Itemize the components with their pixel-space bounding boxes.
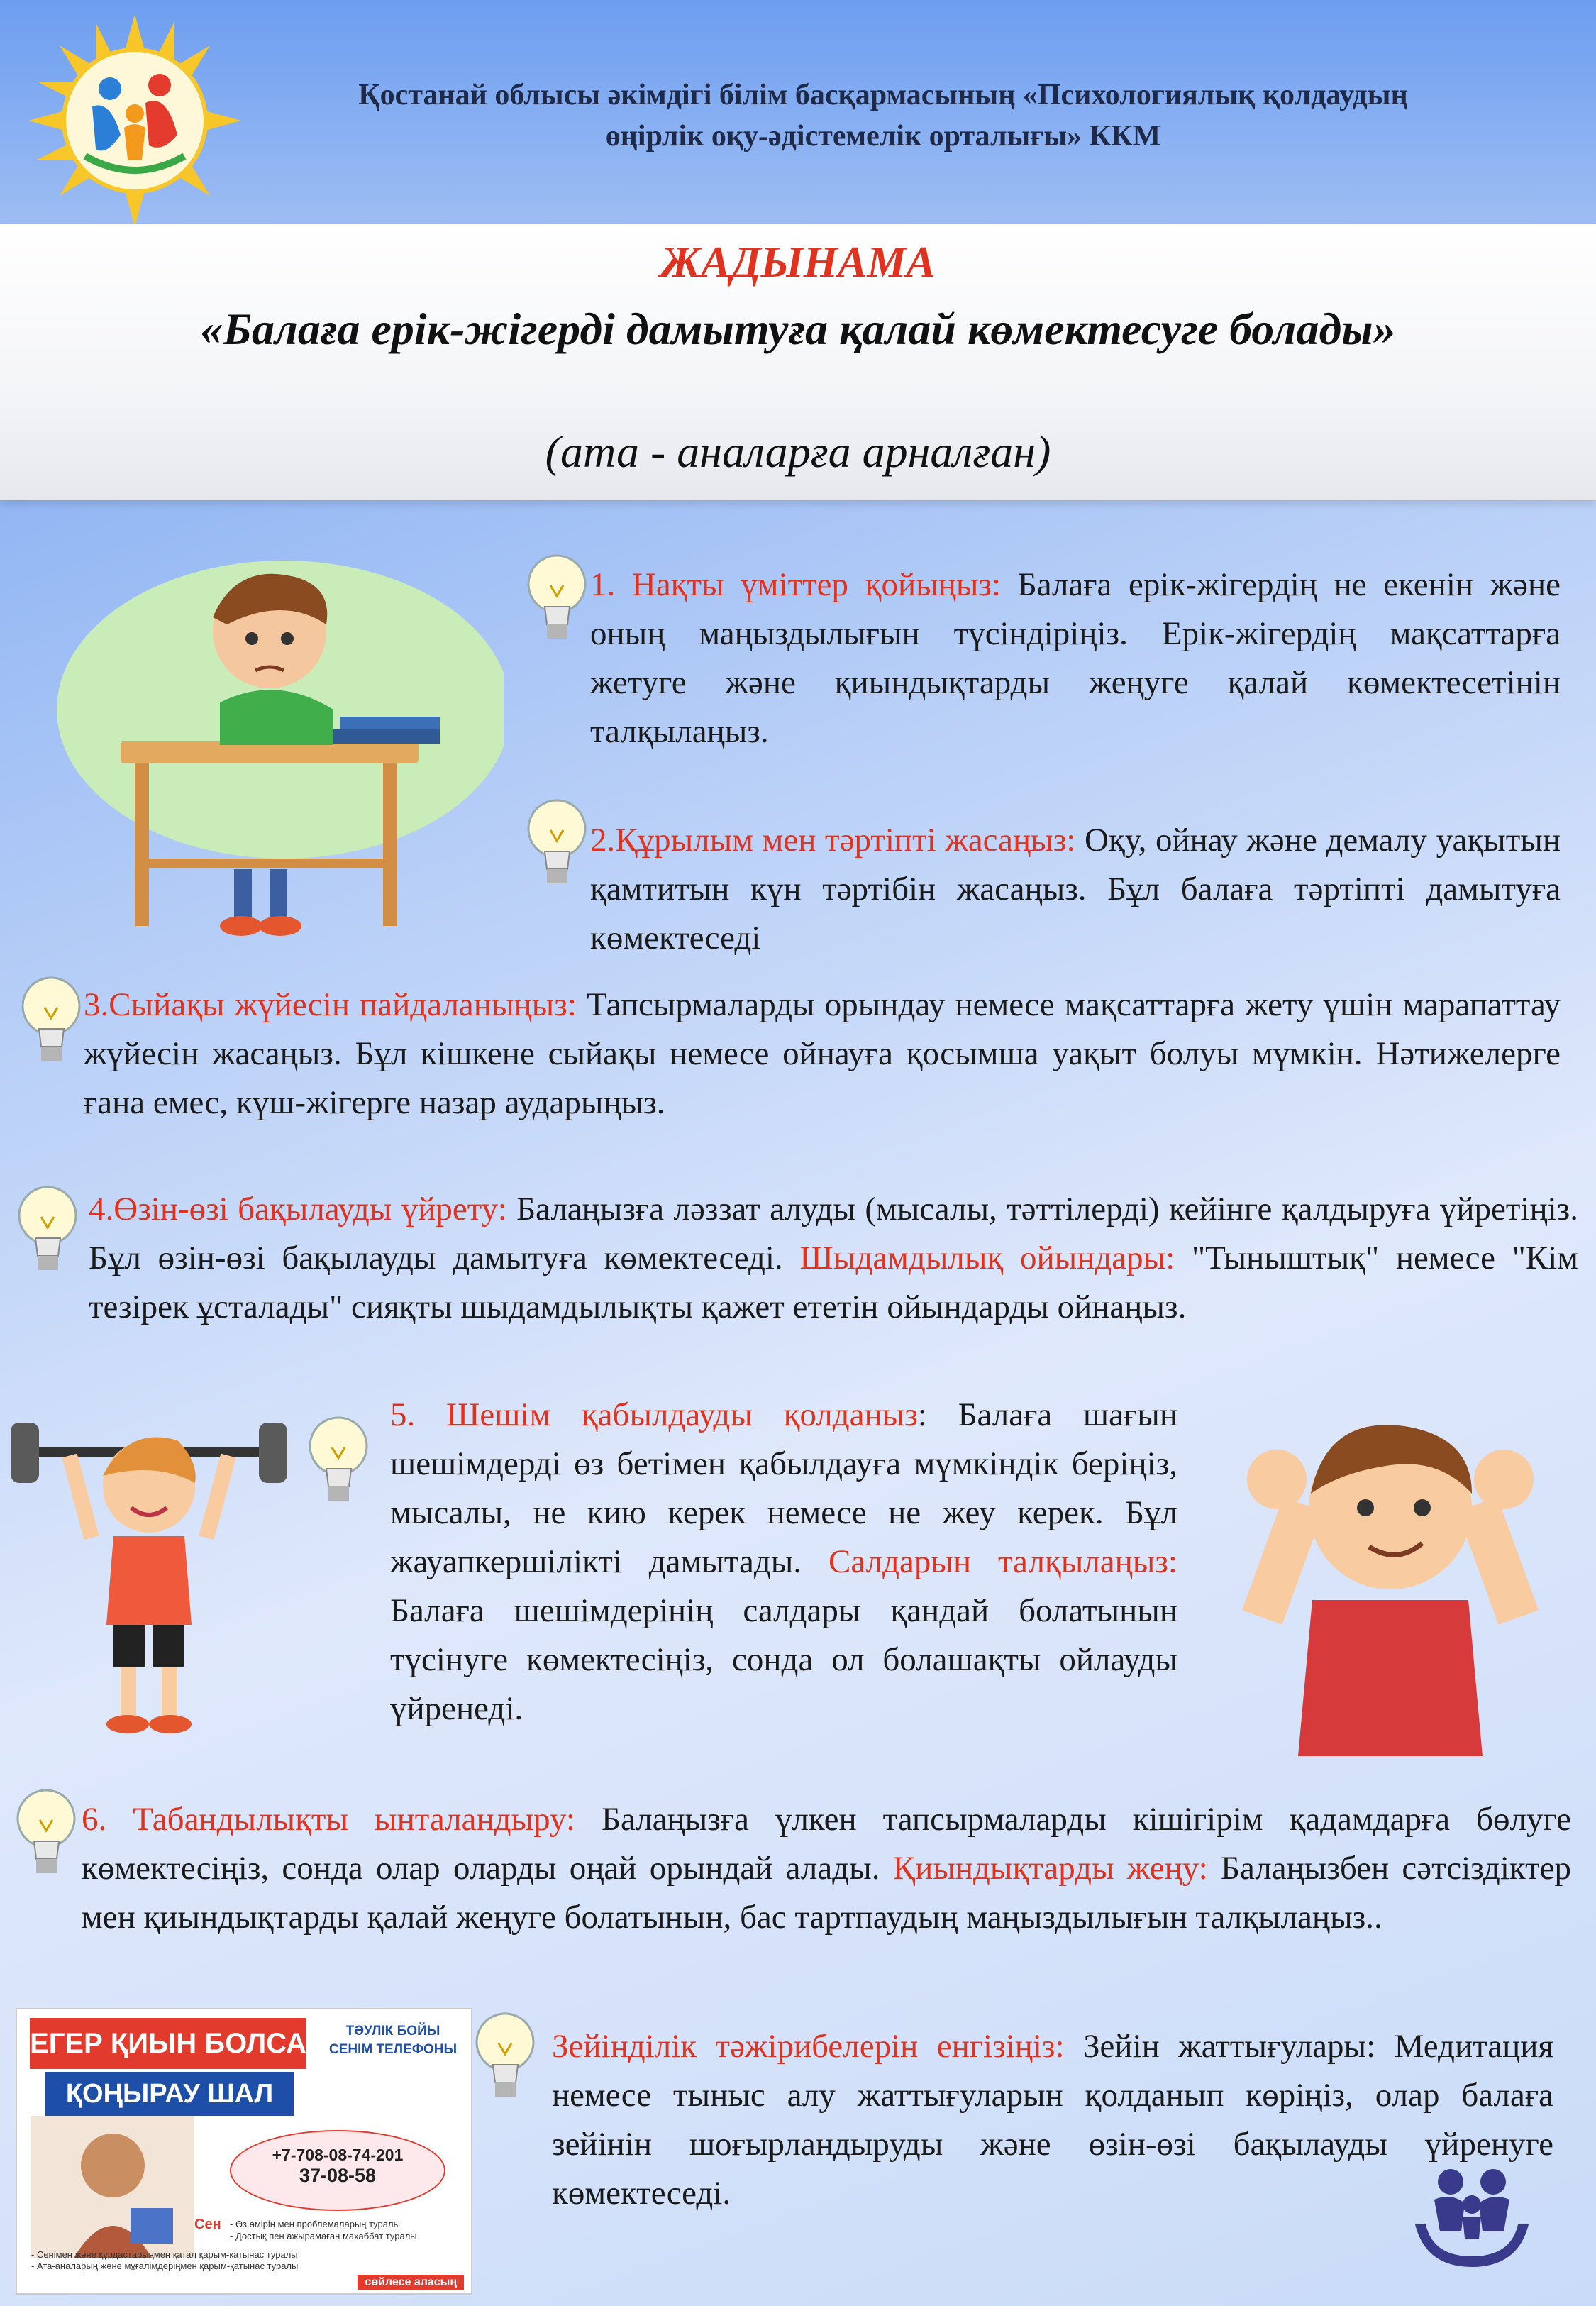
- tip-5-body: Балаға шағын шешімдерді өз бетімен қабылдауға мүмкіндік беріңіз, мысалы, не кию керек немесе не жеу керек. Бұл жауапкершілікті дамытады.: [390, 1396, 1177, 1580]
- tip-5-colon: :: [917, 1396, 927, 1433]
- tip-4-subheading: Шыдамдылық ойындары:: [799, 1240, 1175, 1276]
- tip-4-subbody: "Тыныштық" немесе "Кім тезірек ұсталады" сияқты шыдамдылықты қажет ететін ойындарды ойнаңыз.: [89, 1240, 1578, 1325]
- hotline-phone-2[interactable]: 37-08-58: [299, 2165, 377, 2186]
- sad-child-photo-icon: [31, 2116, 194, 2258]
- hotline-list-2: [31, 2249, 464, 2272]
- hotline-phone-1[interactable]: +7-708-08-74-201: [272, 2146, 404, 2164]
- tip-6-subbody: Балаңызбен сәтсіздіктер мен қиындықтарды қалай жеңуге болатынын, бас тартпаудың маңыздылығын талқылаңыз..: [82, 1850, 1571, 1936]
- tip-2: [590, 816, 1561, 963]
- tip-3-heading: 3.Сыйақы жүйесін пайдаланыңыз:: [84, 986, 577, 1023]
- tip-5: [390, 1391, 1177, 1733]
- memo-label: ЖАДЫНАМА: [660, 238, 936, 287]
- hotline-side-2: СЕНІМ ТЕЛЕФОНЫ: [328, 2042, 458, 2057]
- lightbulb-icon: [13, 1784, 80, 1884]
- phone-bubble: [230, 2130, 445, 2211]
- tip-7: [552, 2022, 1553, 2218]
- organization-name: [234, 75, 1532, 157]
- tip-6: [82, 1795, 1571, 1942]
- hotline-title-1: ЕГЕР ҚИЫН БОЛСА: [30, 2018, 306, 2069]
- bored-boy-at-desk-illustration: [50, 546, 504, 951]
- lightbulb-icon: [14, 1181, 82, 1281]
- hotline-side: [322, 2022, 464, 2059]
- lightbulb-icon: [18, 972, 85, 1071]
- lightbulb-icon: [523, 795, 591, 894]
- tip-6-subheading: Қиындықтарды жеңу:: [892, 1850, 1208, 1887]
- hotline-poster: [16, 2008, 472, 2295]
- tip-6-heading: 6. Табандылықты ынталандыру:: [82, 1801, 575, 1838]
- tip-5-subbody: Балаға шешімдерінің салдары қандай болатынын түсінуге көмектесіңіз, сонда ол болашақты ойлауды үйренеді.: [390, 1592, 1177, 1727]
- tip-5-heading: 5. Шешім қабылдауды қолданыз: [390, 1396, 918, 1433]
- tip-5-subheading: Салдарын талқылаңыз:: [829, 1543, 1177, 1580]
- tip-7-heading: Зейінділік тәжірибелерін енгізіңіз:: [552, 2028, 1065, 2065]
- hotline-title-2: ҚОҢЫРАУ ШАЛ: [45, 2072, 294, 2116]
- tip-1-heading: 1. Нақты үміттер қойыңыз:: [590, 566, 1002, 603]
- tip-4-body: Балаңызға ләззат алуды (мысалы, тәттілерді) кейінге қалдыруға үйретіңіз. Бұл өзін-өзі бақылауды дамытуға көмектеседі.: [89, 1191, 1578, 1276]
- tip-2-heading: 2.Құрылым мен тәртіпті жасаңыз:: [590, 822, 1076, 859]
- memo-subtitle: (ата - аналарға арналған): [545, 426, 1051, 477]
- lightbulb-icon: [305, 1412, 372, 1511]
- hotline-line-2: - Достық пен ажырамаған махаббат туралы: [230, 2231, 417, 2241]
- hotline-sen: Сен: [194, 2217, 221, 2232]
- hotline-line-3: - Сенімен және құрдастарыңмен қатал қарым-қатынас туралы: [31, 2249, 298, 2260]
- tip-7-body: Зейін жаттығулары: Медитация немесе тыныс алу жаттығуларын қолданып көріңіз, олар балаға зейінін шоғырландыруды және өзін-өзі бақылауды үйренуге көмектеседі.: [552, 2028, 1553, 2212]
- org-line-1: Қостанай облысы әкімдігі білім басқармасының «Психологиялық қолдаудың: [358, 79, 1408, 111]
- hotline-footer: сөйлесе аласың: [358, 2275, 464, 2290]
- tip-3-body: Тапсырмаларды орындау немесе мақсаттарға жету үшін марапаттау жүйесін жасаңыз. Бұл кішкене сыйақы немесе ойнауға қосымша уақыт болуы мүмкін. Нәтижелерге ғана емес, күш-жігерге назар аударыңыз.: [84, 986, 1561, 1121]
- org-line-2: өңірлік оқу-әдістемелік орталығы» ККМ: [605, 120, 1161, 153]
- child-lifting-barbell-illustration: [7, 1405, 291, 1738]
- memo-title: «Балаға ерік-жігерді дамытуға қалай көмектесуге болады»: [200, 304, 1396, 354]
- sun-logo-icon: [28, 14, 241, 227]
- hotline-side-1: ТӘУЛІК БОЙЫ: [345, 2024, 440, 2039]
- tip-4: [89, 1185, 1578, 1332]
- tip-3: [84, 981, 1561, 1127]
- tip-2-body: Оқу, ойнау және демалу уақытын қамтитын күн тәртібін жасаңыз. Бұл балаға тәртіпті дамытуға көмектеседі: [590, 822, 1561, 956]
- tip-1: [590, 561, 1561, 756]
- strong-boy-illustration: [1227, 1387, 1553, 1756]
- family-support-icon: [1412, 2161, 1532, 2274]
- hotline-line-4: - Ата-аналарың және мұғалімдеріңмен қарым-қатынас туралы: [31, 2261, 299, 2271]
- hotline-line-1: - Өз өмірің мен проблемаларың туралы: [230, 2219, 400, 2229]
- lightbulb-icon: [472, 2008, 539, 2107]
- tip-6-body: Балаңызға үлкен тапсырмаларды кішігірім қадамдарға бөлуге көмектесіңіз, сонда олар оларды оңай орындай алады.: [82, 1801, 1571, 1887]
- lightbulb-icon: [523, 550, 591, 649]
- tip-1-body: Балаға ерік-жігердің не екенін және оның маңыздылығын түсіндіріңіз. Ерік-жігердің мақсаттарға жетуге және қиындықтарды жеңуге қалай көмектесетінін талқылаңыз.: [590, 566, 1561, 750]
- tip-4-heading: 4.Өзін-өзі бақылауды үйрету:: [89, 1191, 507, 1228]
- hotline-list: [230, 2218, 464, 2242]
